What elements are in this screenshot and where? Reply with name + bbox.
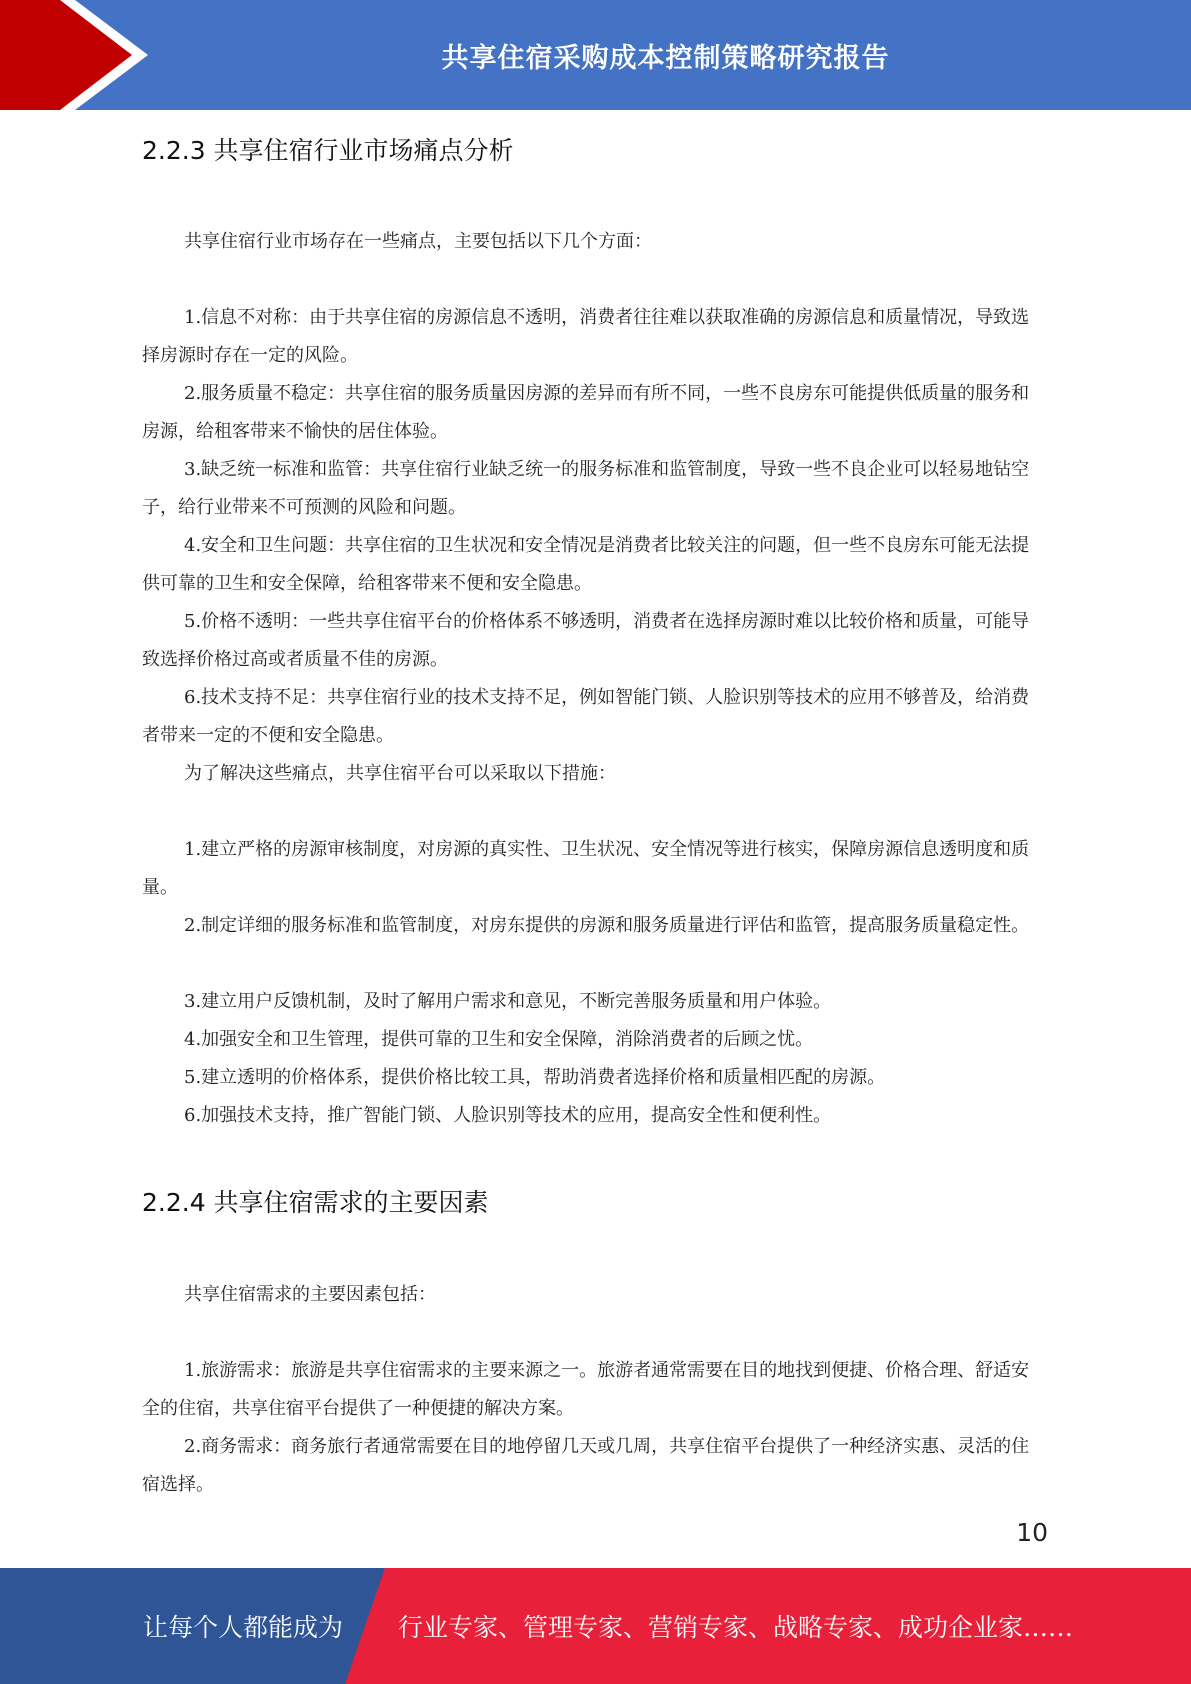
measure-2: 2.制定详细的服务标准和监管制度，对房东提供的房源和服务质量进行评估和监管，提高服务质量稳定性。 (184, 915, 1030, 936)
page-number: 10 (1016, 1518, 1048, 1547)
pain-point-3: 3.缺乏统一标准和监管：共享住宿行业缺乏统一的服务标准和监管制度，导致一些不良企业可以轻易地钻空子，给行业带来不可预测的风险和问题。 (142, 459, 1030, 518)
footer-slogan-right: 行业专家、管理专家、营销专家、战略专家、成功企业家…… (398, 1613, 1074, 1642)
pain-point-1: 1.信息不对称：由于共享住宿的房源信息不透明，消费者往往难以获取准确的房源信息和质量情况，导致选择房源时存在一定的风险。 (142, 307, 1030, 366)
pain-point-5: 5.价格不透明：一些共享住宿平台的价格体系不够透明，消费者在选择房源时难以比较价格和质量，可能导致选择价格过高或者质量不佳的房源。 (142, 611, 1030, 670)
page-footer (0, 1568, 1191, 1684)
report-title: 共享住宿采购成本控制策略研究报告 (441, 42, 890, 74)
measure-1: 1.建立严格的房源审核制度，对房源的真实性、卫生状况、安全情况等进行核实，保障房源信息透明度和质量。 (142, 839, 1030, 898)
section2-intro: 共享住宿需求的主要因素包括： (184, 1284, 436, 1305)
demand-factor-2: 2.商务需求：商务旅行者通常需要在目的地停留几天或几周，共享住宿平台提供了一种经济实惠、灵活的住宿选择。 (142, 1436, 1030, 1495)
section1-intro: 共享住宿行业市场存在一些痛点，主要包括以下几个方面： (184, 231, 652, 252)
pain-point-4: 4.安全和卫生问题：共享住宿的卫生状况和安全情况是消费者比较关注的问题，但一些不良房东可能无法提供可靠的卫生和安全保障，给租客带来不便和安全隐患。 (142, 535, 1030, 594)
pain-point-6: 6.技术支持不足：共享住宿行业的技术支持不足，例如智能门锁、人脸识别等技术的应用不够普及，给消费者带来一定的不便和安全隐患。 (142, 687, 1030, 746)
page-header (0, 0, 1191, 110)
section-heading-2-2-4: 2.2.4 共享住宿需求的主要因素 (142, 1188, 489, 1217)
demand-factor-1: 1.旅游需求：旅游是共享住宿需求的主要来源之一。旅游者通常需要在目的地找到便捷、价格合理、舒适安全的住宿，共享住宿平台提供了一种便捷的解决方案。 (142, 1360, 1030, 1419)
measure-5: 5.建立透明的价格体系，提供价格比较工具，帮助消费者选择价格和质量相匹配的房源。 (184, 1067, 886, 1088)
footer-slogan-left: 让每个人都能成为 (143, 1613, 344, 1642)
measure-6: 6.加强技术支持，推广智能门锁、人脸识别等技术的应用，提高安全性和便利性。 (184, 1105, 832, 1126)
measure-4: 4.加强安全和卫生管理，提供可靠的卫生和安全保障，消除消费者的后顾之忧。 (184, 1029, 814, 1050)
pain-point-2: 2.服务质量不稳定：共享住宿的服务质量因房源的差异而有所不同，一些不良房东可能提供低质量的服务和房源，给租客带来不愉快的居住体验。 (142, 383, 1030, 442)
measures-intro: 为了解决这些痛点，共享住宿平台可以采取以下措施： (184, 763, 616, 784)
measure-3: 3.建立用户反馈机制，及时了解用户需求和意见，不断完善服务质量和用户体验。 (184, 991, 832, 1012)
section-heading-2-2-3: 2.2.3 共享住宿行业市场痛点分析 (142, 136, 514, 165)
